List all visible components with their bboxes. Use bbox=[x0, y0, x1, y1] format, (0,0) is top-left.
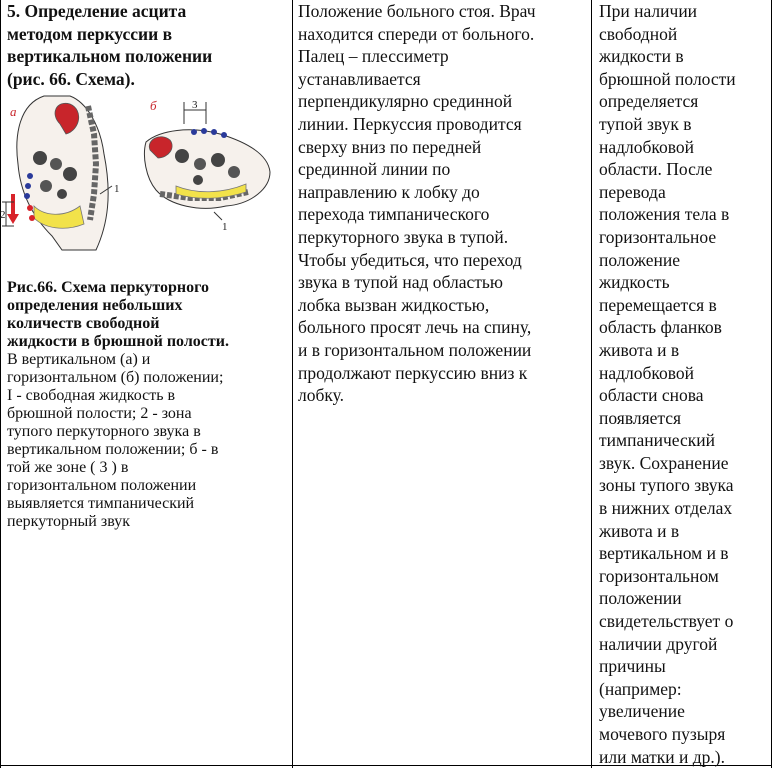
interpretation-line: брюшной полости bbox=[599, 68, 736, 89]
heading-line: 5. Определение асцита bbox=[7, 1, 187, 21]
procedure-line: лобка вызван жидкостью, bbox=[298, 294, 490, 315]
interpretation-line: жидкость bbox=[599, 272, 670, 293]
caption-text-line: I - свободная жидкость в bbox=[7, 387, 176, 404]
interpretation-line: увеличение bbox=[599, 701, 685, 722]
caption-text-line: тупого перкуторного звука в bbox=[7, 423, 201, 440]
caption-text-line: брюшной полости; 2 - зона bbox=[7, 405, 192, 422]
interpretation-line: перемещается в bbox=[599, 294, 717, 315]
procedure-line: больного просят лечь на спину, bbox=[298, 317, 532, 338]
caption-text-line: выявляется тимпанический bbox=[7, 495, 195, 512]
cell-method-title bbox=[7, 0, 291, 90]
interpretation-line: При наличии bbox=[599, 1, 698, 21]
caption-text-line: вертикальном положении; б - в bbox=[7, 441, 219, 458]
interpretation-line: область фланков bbox=[599, 317, 722, 338]
figure-number-1a: 1 bbox=[114, 183, 120, 195]
figure-label-b: б bbox=[150, 98, 157, 113]
caption-title-line: Рис.66. Схема перкуторного bbox=[7, 279, 209, 296]
caption-title-line: количеств свободной bbox=[7, 315, 160, 332]
procedure-line: Чтобы убедиться, что переход bbox=[298, 249, 522, 270]
cell-procedure-description bbox=[298, 0, 588, 407]
interpretation-line: тимпанический bbox=[599, 430, 715, 451]
procedure-line: лобку. bbox=[298, 385, 345, 406]
interpretation-line: области. После bbox=[599, 159, 713, 180]
heading-line: методом перкуссии в bbox=[7, 23, 173, 44]
interpretation-line: положение bbox=[599, 249, 681, 270]
procedure-line: находится спереди от больного. bbox=[298, 23, 535, 44]
interpretation-line: наличии другой bbox=[599, 633, 718, 654]
procedure-line: Палец – плессиметр bbox=[298, 46, 449, 67]
interpretation-line: в нижних отделах bbox=[599, 498, 733, 519]
procedure-line: перкуторного звука в тупой. bbox=[298, 226, 509, 247]
interpretation-line: или матки и др.). bbox=[599, 746, 725, 767]
interpretation-line: свободной bbox=[599, 23, 678, 44]
interpretation-line: горизонтальном bbox=[599, 565, 719, 586]
procedure-line: сверху вниз по передней bbox=[298, 136, 482, 157]
procedure-line: звука в тупой над областью bbox=[298, 272, 503, 293]
percussion-diagram bbox=[0, 94, 273, 254]
figure-label-a: а bbox=[10, 104, 17, 119]
caption-text-line: той же зоне ( 3 ) в bbox=[7, 459, 129, 476]
interpretation-line: причины bbox=[599, 656, 666, 677]
interpretation-line: живота и в bbox=[599, 339, 680, 360]
figure-a-vertical bbox=[0, 96, 120, 250]
caption-text-line: горизонтальном (б) положении; bbox=[7, 369, 224, 386]
procedure-line: перпендикулярно срединной bbox=[298, 91, 513, 112]
procedure-line: Положение больного стоя. Врач bbox=[298, 1, 536, 21]
figure-b-horizontal bbox=[144, 98, 270, 233]
interpretation-line: (например: bbox=[599, 678, 682, 699]
figure-number-3: 3 bbox=[192, 99, 198, 111]
interpretation-line: области снова bbox=[599, 385, 704, 406]
interpretation-line: определяется bbox=[599, 91, 699, 112]
interpretation-line: живота и в bbox=[599, 520, 680, 541]
column-divider-1 bbox=[292, 0, 293, 768]
interpretation-line: жидкости в bbox=[599, 46, 684, 67]
interpretation-line: появляется bbox=[599, 407, 682, 428]
interpretation-line: тупой звук в bbox=[599, 113, 692, 134]
interpretation-line: надлобковой bbox=[599, 362, 695, 383]
interpretation-line: зоны тупого звука bbox=[599, 475, 734, 496]
interpretation-line: положении bbox=[599, 588, 682, 609]
procedure-line: устанавливается bbox=[298, 68, 421, 89]
figure-caption bbox=[7, 279, 291, 531]
heading-line: (рис. 66. Схема). bbox=[7, 68, 135, 89]
caption-text-line: горизонтальном положении bbox=[7, 477, 197, 494]
heading-line: вертикальном положении bbox=[7, 46, 213, 67]
procedure-line: продолжают перкуссию вниз к bbox=[298, 362, 528, 383]
interpretation-line: положения тела в bbox=[599, 204, 730, 225]
column-divider-2 bbox=[591, 0, 592, 768]
interpretation-line: вертикальном и в bbox=[599, 543, 729, 564]
interpretation-line: перевода bbox=[599, 181, 666, 202]
caption-text-line: В вертикальном (а) и bbox=[7, 351, 151, 368]
procedure-line: линии. Перкуссия проводится bbox=[298, 113, 522, 134]
caption-title-line: определения небольших bbox=[7, 297, 183, 314]
procedure-line: перехода тимпанического bbox=[298, 204, 490, 225]
procedure-line: срединной линии по bbox=[298, 159, 451, 180]
cell-interpretation bbox=[599, 0, 769, 768]
interpretation-line: звук. Сохранение bbox=[599, 452, 729, 473]
caption-title-line: жидкости в брюшной полости. bbox=[7, 333, 229, 350]
diagram-svg bbox=[0, 94, 273, 254]
caption-text-line: перкуторный звук bbox=[7, 513, 130, 530]
figure-number-1b: 1 bbox=[222, 221, 228, 233]
procedure-line: и в горизонтальном положении bbox=[298, 339, 532, 360]
figure-number-2: 2 bbox=[0, 209, 6, 221]
interpretation-line: надлобковой bbox=[599, 136, 695, 157]
interpretation-line: мочевого пузыря bbox=[599, 724, 726, 744]
interpretation-line: горизонтальное bbox=[599, 226, 717, 247]
procedure-line: направлению к лобку до bbox=[298, 181, 480, 202]
interpretation-line: свидетельствует о bbox=[599, 611, 734, 632]
